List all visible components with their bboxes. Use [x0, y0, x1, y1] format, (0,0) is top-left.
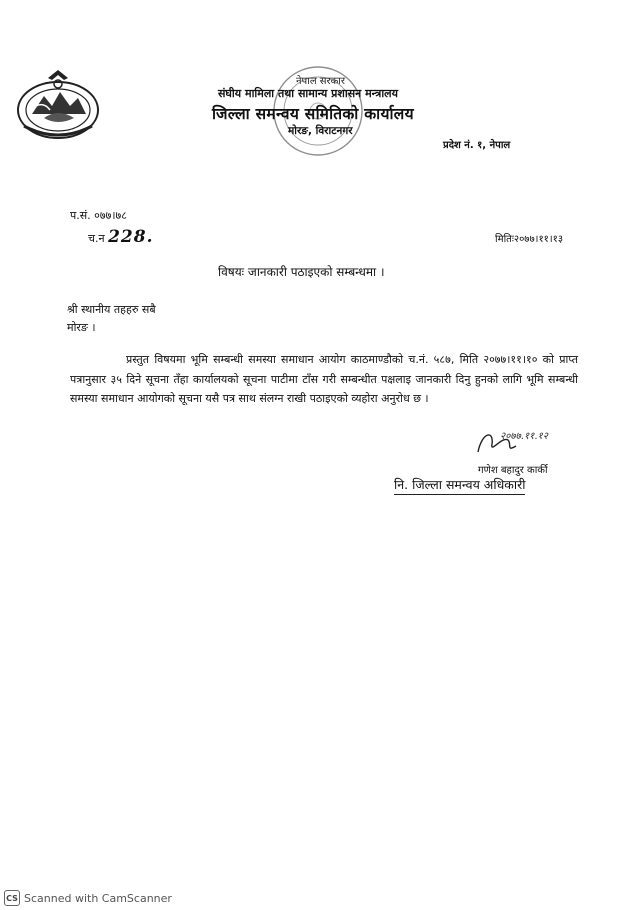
letter-date: मितिः२०७७।११।१३: [495, 234, 564, 245]
recipient-line-1: श्री स्थानीय तहहरु सबै: [67, 303, 156, 316]
province-label: प्रदेश नं. १, नेपाल: [443, 140, 511, 151]
office-name: जिल्ला समन्वय समितिको कार्यालय: [212, 105, 414, 123]
dispatch-label: च.न: [88, 232, 105, 245]
scanner-text: Scanned with CamScanner: [24, 891, 172, 905]
ministry-name: संघीय मामिला तथा सामान्य प्रशासन मन्त्रालय: [218, 87, 398, 100]
recipient-line-2: मोरङ ।: [67, 321, 96, 334]
letter-subject: विषयः जानकारी पठाइएको सम्बन्धमा ।: [218, 265, 385, 279]
signatory-name: गणेश बहादुर कार्की: [478, 465, 548, 476]
dispatch-number-line: [88, 227, 154, 247]
signatory-title: नि. जिल्ला समन्वय अधिकारी: [394, 476, 525, 495]
scanner-watermark: [4, 890, 172, 906]
letter-body: प्रस्तुत विषयमा भूमि सम्बन्धी समस्या समाधान आयोग काठमाण्डौको च.नं. ५८७, मिति २०७७।११।१० को प्राप्त पत्रानुसार ३५ दिने सूचना तँहा कार्यालयको सूचना पाटीमा टाँस गरी सम्बन्धीत पक्षलाइ जानकारी दिनु हुनको लागि भूमि सम्बन्धी समस्या समाधान आयोगको सूचना यसै पत्र साथ संलग्न राखी पठाइएको व्यहोरा अनुरोध छ ।: [70, 353, 578, 405]
office-address: मोरङ, विराटनगर: [288, 125, 353, 137]
dispatch-number: 228.: [108, 227, 154, 247]
signature-date: २०७७.११.१२: [500, 431, 548, 442]
nepal-emblem-icon: [14, 66, 102, 142]
government-name: नेपाल सरकार: [296, 76, 345, 87]
reference-number: प.सं. ०७७।७८: [70, 209, 127, 222]
camscanner-logo: CS: [4, 890, 20, 906]
